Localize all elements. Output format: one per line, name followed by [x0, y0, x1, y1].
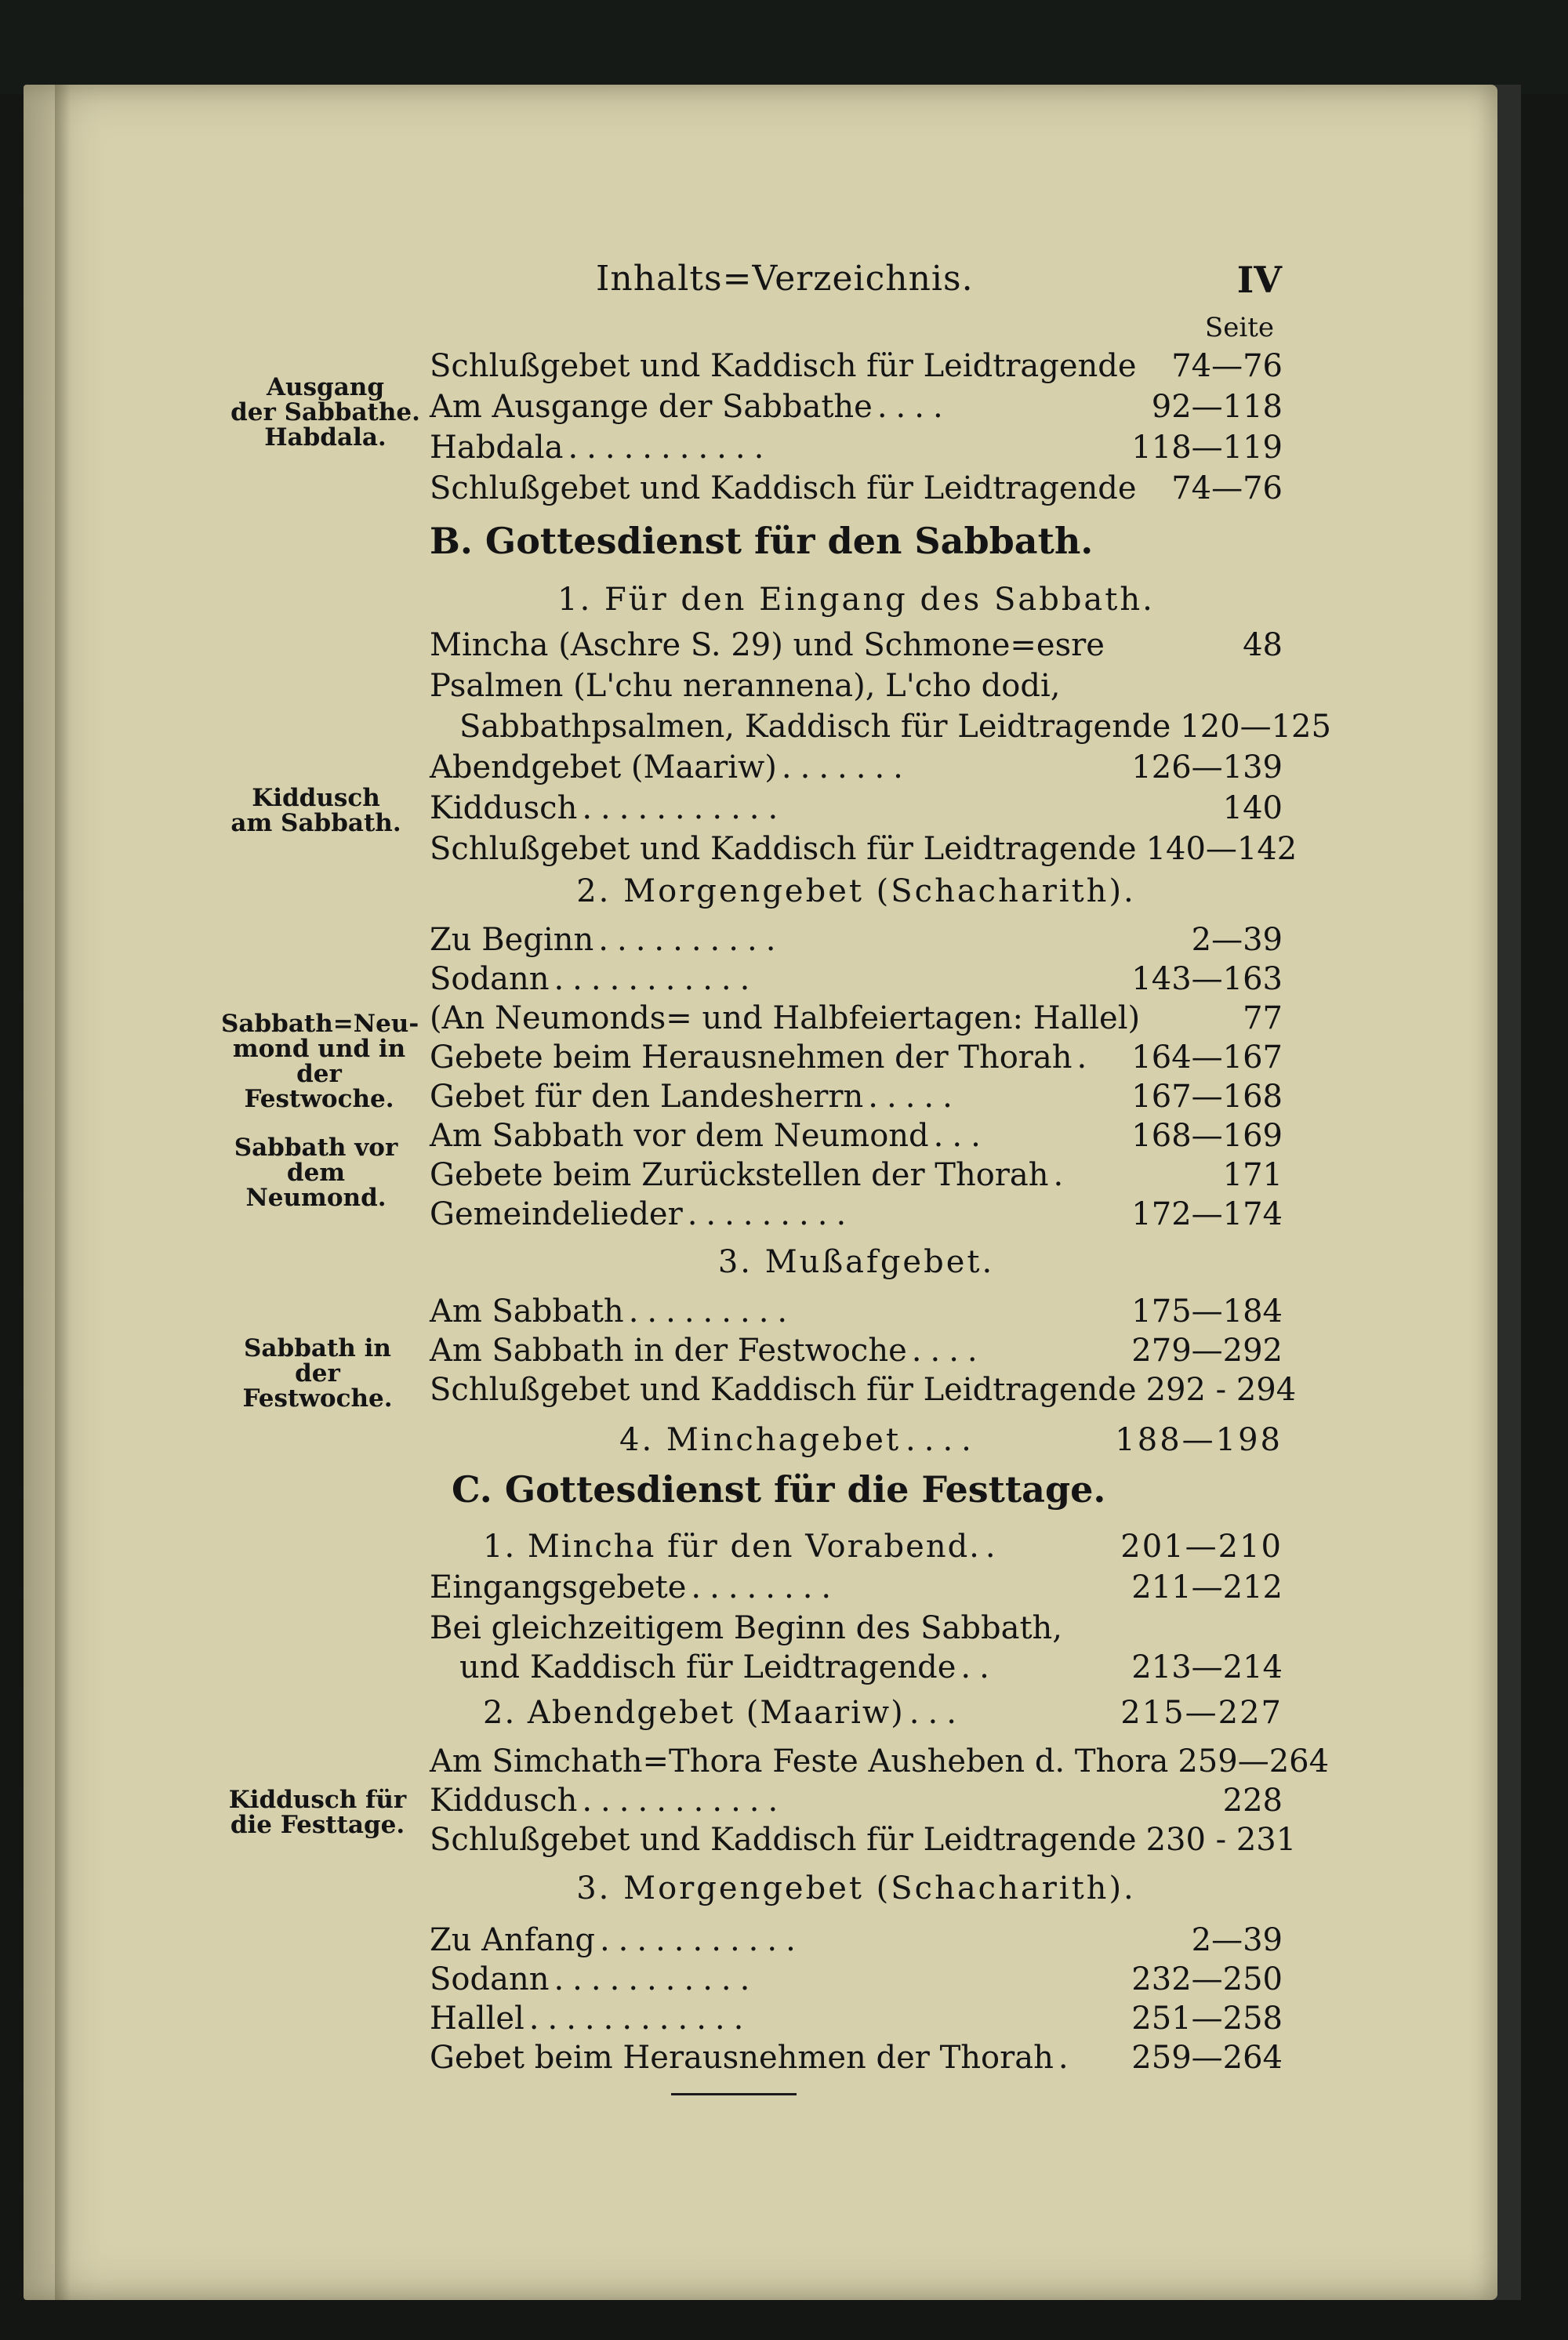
toc-entry — [430, 1958, 1283, 1999]
margin-note — [227, 375, 423, 450]
toc-entry — [430, 386, 1283, 426]
leader-dots: .... — [877, 389, 952, 425]
toc-entry — [430, 1330, 1283, 1370]
margin-note — [220, 1787, 416, 1838]
subsection-heading: 3. Morgengebet (Schacharith). — [576, 1870, 1136, 1906]
entry-title: (An Neumonds= und Halbfeiertagen: Hallel) — [430, 1000, 1141, 1036]
entry-title: Schlußgebet und Kaddisch für Leidtragende — [430, 1372, 1137, 1408]
entry-pages: 140—142 — [1145, 831, 1298, 867]
entry-title: Gebete beim Zurückstellen der Thorah — [430, 1157, 1049, 1193]
entry-title: Psalmen (L'chu nerannena), L'cho dodi, — [430, 668, 1061, 704]
toc-entry — [619, 1419, 1283, 1460]
toc-entry — [430, 665, 1283, 706]
entry-pages: 215—227 — [1120, 1695, 1283, 1731]
toc-entry — [430, 1607, 1283, 1648]
margin-note-line: die Festtage. — [230, 1811, 405, 1839]
leader-dots: ........... — [554, 1961, 759, 1997]
entry-pages: 251—258 — [1131, 2001, 1283, 2037]
entry-pages: 74—76 — [1171, 348, 1283, 384]
entry-title: Sodann — [430, 961, 550, 997]
entry-title: Am Sabbath in der Festwoche — [430, 1333, 907, 1369]
entry-title: Schlußgebet und Kaddisch für Leidtragende — [430, 1822, 1137, 1858]
entry-pages: 201—210 — [1120, 1529, 1283, 1565]
leader-dots: ... — [909, 1695, 965, 1731]
margin-note-line: Sabbath in — [244, 1334, 391, 1362]
margin-note-line: Habdala. — [264, 423, 387, 452]
toc-entry — [430, 426, 1283, 467]
toc-entry — [430, 746, 1283, 787]
entry-title: Abendgebet (Maariw) — [430, 749, 777, 785]
toc-entry — [430, 1740, 1330, 1781]
entry-pages: 259—264 — [1131, 2040, 1283, 2076]
margin-note-line: dem Neumond. — [245, 1159, 387, 1212]
page-gutter — [55, 85, 71, 2300]
toc-entry — [430, 1779, 1283, 1820]
toc-entry — [430, 1036, 1283, 1077]
toc-entry — [430, 1566, 1283, 1607]
leader-dots: ..... — [868, 1079, 961, 1115]
entry-pages: 120—125 — [1180, 709, 1331, 745]
toc-entry — [430, 1290, 1283, 1331]
leader-dots: . — [1053, 1157, 1073, 1193]
leader-dots: .......... — [598, 922, 785, 958]
entry-pages: 164—167 — [1131, 1039, 1283, 1076]
entry-title: Schlußgebet und Kaddisch für Leidtragende — [430, 470, 1137, 506]
margin-note-line: Kiddusch — [252, 784, 380, 812]
entry-pages: 213—214 — [1131, 1649, 1283, 1685]
entry-title: Schlußgebet und Kaddisch für Leidtragende — [430, 831, 1137, 867]
entry-pages: 232—250 — [1131, 1961, 1283, 1997]
margin-note-line: der Festwoche. — [242, 1359, 393, 1413]
entry-title: Am Sabbath vor dem Neumond — [430, 1118, 929, 1154]
margin-note-line: der Sabbathe. — [230, 398, 420, 426]
entry-title: Sodann — [430, 1961, 550, 1997]
subsection-heading: 1. Für den Eingang des Sabbath. — [557, 582, 1155, 618]
entry-pages: 230 - 231 — [1145, 1822, 1297, 1858]
toc-entry — [430, 624, 1283, 665]
entry-pages: 172—174 — [1131, 1196, 1283, 1232]
entry-pages: 74—76 — [1171, 470, 1283, 506]
entry-pages: 211—212 — [1131, 1569, 1283, 1605]
closing-rule — [671, 2093, 797, 2095]
entry-title: Am Sabbath — [430, 1293, 624, 1330]
toc-entry — [430, 1997, 1283, 2038]
toc-entry — [430, 958, 1283, 999]
entry-pages: 140 — [1222, 790, 1283, 826]
toc-entry — [459, 706, 1331, 746]
toc-entry — [430, 1819, 1297, 1859]
toc-entry — [430, 345, 1283, 386]
entry-pages: 143—163 — [1131, 961, 1283, 997]
margin-note — [218, 1135, 414, 1210]
entry-pages: 2—39 — [1191, 1922, 1283, 1958]
entry-title: Gebet für den Landesherrn — [430, 1079, 864, 1115]
column-header-seite: Seite — [1204, 312, 1274, 343]
entry-title: Zu Beginn — [430, 922, 594, 958]
margin-note — [218, 785, 414, 836]
leader-dots: ........... — [554, 961, 759, 997]
toc-entry — [430, 828, 1298, 869]
leader-dots: .. — [960, 1649, 998, 1685]
leader-dots: ........... — [568, 430, 773, 466]
toc-entry — [430, 1369, 1297, 1409]
toc-entry — [459, 1646, 1283, 1687]
book-cover — [0, 0, 1568, 94]
entry-title: Am Ausgange der Sabbathe — [430, 389, 873, 425]
entry-pages: 168—169 — [1131, 1118, 1283, 1154]
subsection-heading: 3. Mußafgebet. — [717, 1244, 995, 1280]
entry-pages: 92—118 — [1151, 389, 1283, 425]
toc-entry — [430, 919, 1283, 960]
margin-note-line: am Sabbath. — [230, 809, 401, 837]
entry-pages: 126—139 — [1131, 749, 1283, 785]
leader-dots: ... — [933, 1118, 989, 1154]
entry-pages: 279—292 — [1131, 1333, 1283, 1369]
entry-title: 1. Mincha für den Vorabend. — [483, 1529, 981, 1565]
entry-title: Mincha (Aschre S. 29) und Schmone=esre — [430, 627, 1105, 663]
entry-pages: 188—198 — [1115, 1422, 1283, 1458]
leader-dots: ........ — [691, 1569, 840, 1605]
entry-title: Kiddusch — [430, 1783, 578, 1819]
entry-title: und Kaddisch für Leidtragende — [459, 1649, 956, 1685]
entry-title: Kiddusch — [430, 790, 578, 826]
leader-dots: . — [1076, 1039, 1096, 1076]
entry-title: Gebet beim Herausnehmen der Thorah — [430, 2040, 1054, 2076]
leader-dots: . — [985, 1529, 1004, 1565]
toc-entry — [430, 1115, 1283, 1155]
entry-pages: 48 — [1243, 627, 1283, 663]
leader-dots: . — [1058, 2040, 1077, 2076]
leader-dots: ........... — [582, 790, 787, 826]
leader-dots: ............ — [528, 2001, 753, 2037]
leader-dots: ......... — [687, 1196, 855, 1232]
section-heading: B. Gottesdienst für den Sabbath. — [430, 520, 1094, 562]
entry-title: Gebete beim Herausnehmen der Thorah — [430, 1039, 1073, 1076]
leader-dots: ......... — [628, 1293, 797, 1330]
entry-pages: 2—39 — [1191, 922, 1283, 958]
toc-entry — [430, 467, 1283, 508]
page-number: IV — [1236, 259, 1282, 301]
entry-pages: 259—264 — [1178, 1743, 1330, 1779]
leader-dots: ........... — [582, 1783, 787, 1819]
margin-note — [220, 1336, 416, 1411]
entry-title: 4. Minchagebet — [619, 1422, 902, 1458]
entry-title: Bei gleichzeitigem Beginn des Sabbath, — [430, 1610, 1063, 1646]
toc-entry — [430, 2037, 1283, 2077]
toc-entry — [430, 997, 1283, 1038]
leader-dots: ........... — [599, 1922, 804, 1958]
leader-dots: .... — [906, 1422, 980, 1458]
leader-dots: .... — [911, 1333, 986, 1369]
entry-title: Hallel — [430, 2001, 524, 2037]
margin-note-line: der Festwoche. — [244, 1060, 394, 1113]
entry-pages: 228 — [1222, 1783, 1283, 1819]
margin-note-line: Ausgang — [266, 373, 385, 401]
entry-title: Gemeindelieder — [430, 1196, 683, 1232]
margin-note — [221, 1011, 417, 1112]
toc-entry — [430, 1919, 1283, 1960]
entry-title: Am Simchath=Thora Feste Ausheben d. Thora — [430, 1743, 1169, 1779]
running-header-title: Inhalts=Verzeichnis. — [596, 259, 974, 299]
margin-note-line: mond und in — [232, 1035, 406, 1063]
page-edge — [1494, 85, 1521, 2300]
margin-note-line: Sabbath=Neu- — [221, 1010, 419, 1038]
toc-entry — [430, 1193, 1283, 1234]
section-heading: C. Gottesdienst für die Festtage. — [452, 1468, 1106, 1511]
entry-title: Sabbathpsalmen, Kaddisch für Leidtragende — [459, 709, 1171, 745]
leader-dots: ....... — [781, 749, 912, 785]
margin-note-line: Kiddusch für — [228, 1786, 407, 1814]
toc-entry — [430, 1154, 1283, 1195]
toc-entry — [430, 787, 1283, 828]
toc-entry — [483, 1526, 1283, 1566]
entry-pages: 292 - 294 — [1145, 1372, 1297, 1408]
entry-title: 2. Abendgebet (Maariw) — [483, 1695, 905, 1731]
entry-title: Habdala — [430, 430, 564, 466]
subsection-heading: 2. Morgengebet (Schacharith). — [576, 873, 1136, 909]
margin-note-line: Sabbath vor — [234, 1134, 398, 1162]
entry-title: Zu Anfang — [430, 1922, 595, 1958]
toc-entry — [483, 1692, 1283, 1732]
entry-title: Eingangsgebete — [430, 1569, 687, 1605]
entry-pages: 171 — [1222, 1157, 1283, 1193]
entry-pages: 175—184 — [1131, 1293, 1283, 1330]
entry-title: Schlußgebet und Kaddisch für Leidtragende — [430, 348, 1137, 384]
entry-pages: 118—119 — [1131, 430, 1283, 466]
toc-entry — [430, 1076, 1283, 1116]
entry-pages: 77 — [1243, 1000, 1283, 1036]
entry-pages: 167—168 — [1131, 1079, 1283, 1115]
